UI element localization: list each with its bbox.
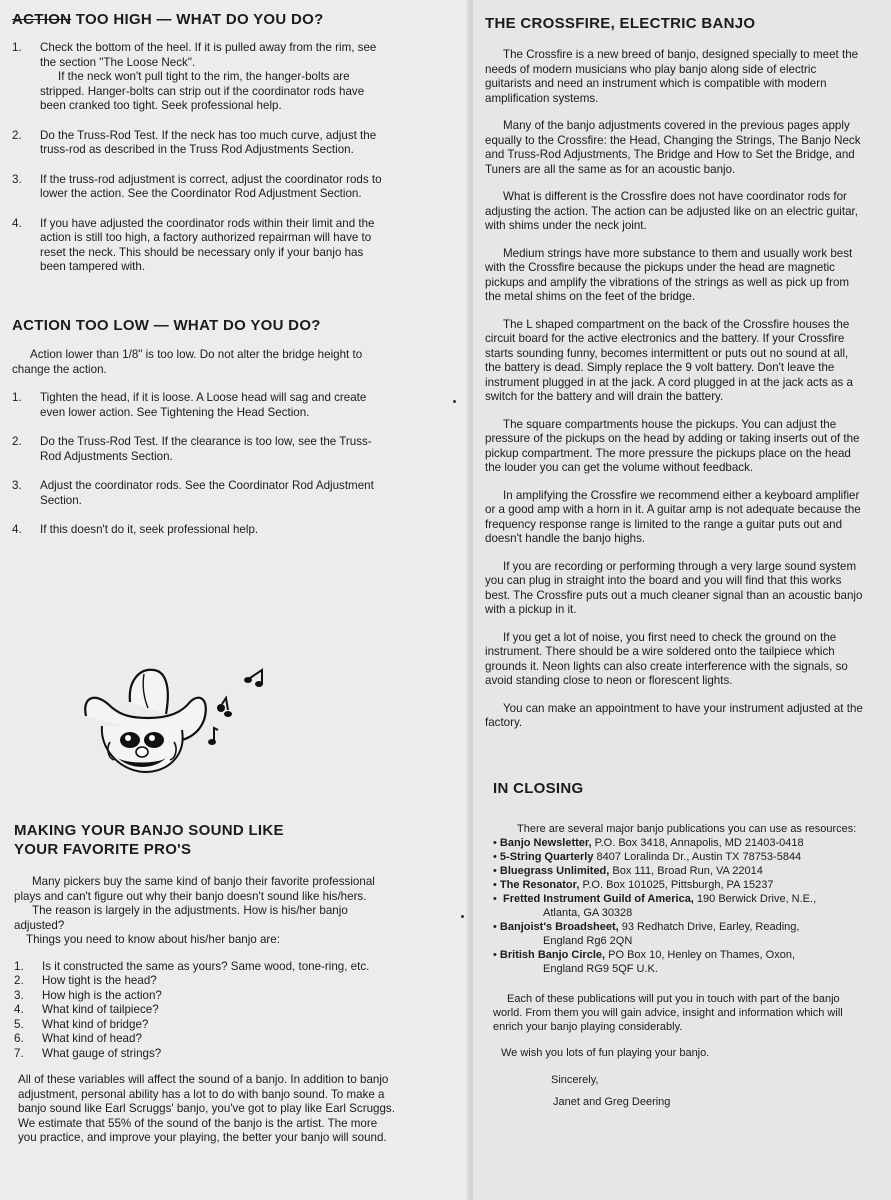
- pro-heading: MAKING YOUR BANJO SOUND LIKE YOUR FAVORITE PRO'S: [14, 822, 284, 858]
- resource-list: [493, 836, 863, 976]
- closing-wish: We wish you lots of fun playing your banjo.: [501, 1047, 710, 1059]
- crossfire-para: The L shaped compartment on the back of the Crossfire houses the circuit board for the active electronics and the battery. If your Crossfire starts sounding funny, becomes intermittent or puts out no sound at all, the battery is dead. Simply replace the 9 volt battery. Don't leave the instrument plugged in at the jack. A cord plugged in at the jack acts as a switch for the battery and will drain the battery.: [485, 317, 854, 403]
- list-item: 1. Tighten the head, if it is loose. A Loose head will sag and create even lower action. See Tightening the Head Section.: [12, 391, 367, 419]
- list-item: 2. Do the Truss-Rod Test. If the clearance is too low, see the Truss-Rod Adjustments Section.: [12, 435, 372, 463]
- list-item: 3. If the truss-rod adjustment is correct, adjust the coordinator rods to lower the action. See the Coordinator Rod Adjustment Section.: [12, 172, 382, 200]
- pro-para2: The reason is largely in the adjustments. How is his/her banjo adjusted?: [14, 904, 348, 932]
- list-item: 4. What kind of tailpiece?: [14, 1003, 159, 1016]
- crossfire-para: The square compartments house the pickups. You can adjust the pressure of the pickups on the head by adding or taking inserts out of the pickup compartment. The more pressure the pickups place on the head the louder you can get the volume without feedback.: [485, 417, 860, 474]
- list-item: 2. How tight is the head?: [14, 974, 157, 987]
- list-item: 4. If you have adjusted the coordinator rods within their limit and the action is still too high, a factory authorized repairman will have to reset the neck. This should be necessary only if your banjo has been tampered with.: [12, 216, 375, 273]
- too-high-heading-rest: TOO HIGH — WHAT DO YOU DO?: [71, 11, 324, 28]
- too-low-section: [12, 316, 392, 538]
- pro-closing-para: All of these variables will affect the sound of a banjo. In addition to banjo adjustment, personal ability has a lot to do with banjo sound. To make a banjo sound like Earl Scruggs' banjo, you've got to play like Earl Scruggs. We estimate that 55% of the sound of the banjo is the artist. The more you practice, and improve your playing, the better your banjo will sound.: [18, 1073, 395, 1144]
- too-high-heading: [12, 10, 392, 29]
- crossfire-para: If you are recording or performing through a very large sound system you can plug in straight into the board and you will find that this works best. The Crossfire puts out a much cleaner signal than an acoustic banjo with a pickup in it.: [485, 559, 863, 616]
- resource-item: • The Resonator, P.O. Box 101025, Pittsburgh, PA 15237: [493, 879, 774, 891]
- crossfire-heading: THE CROSSFIRE, ELECTRIC BANJO: [485, 15, 756, 32]
- list-item: 4. If this doesn't do it, seek professional help.: [12, 523, 259, 536]
- list-item: 3. Adjust the coordinator rods. See the Coordinator Rod Adjustment Section.: [12, 479, 374, 507]
- too-high-list: [12, 41, 392, 275]
- too-high-section: [12, 10, 392, 275]
- pro-section: [14, 821, 398, 1146]
- crossfire-para: In amplifying the Crossfire we recommend either a keyboard amplifier or a good amp with a horn in it. A guitar amp is not adequate because the frequency response range is limited to the range a guitar puts out and doesn't handle the banjo highs.: [485, 488, 861, 545]
- print-speck: [461, 915, 464, 918]
- pro-list: [14, 960, 398, 1062]
- list-item: 3. How high is the action?: [14, 988, 162, 1002]
- resource-item: • Banjoist's Broadsheet, 93 Redhatch Drive, Earley, Reading, England Rg6 2QN: [493, 921, 800, 947]
- crossfire-section: [485, 14, 865, 731]
- resource-item: • British Banjo Circle, PO Box 10, Henley on Thames, Oxon, England RG9 5QF U.K.: [493, 949, 796, 975]
- list-item: 1. Check the bottom of the heel. If it is pulled away from the rim, see the section "The Loose Neck". If the neck won't pull tight to the rim, the hanger-bolts are stripped. Hanger-bolts can strip out if the coordinator rods have been cranked too tight. Seek professional help.: [12, 41, 392, 114]
- signature: Janet and Greg Deering: [553, 1096, 671, 1108]
- closing-para: Each of these publications will put you in touch with part of the banjo world. From them you will gain advice, insight and information which will enrich your banjo playing considerably.: [493, 993, 843, 1033]
- list-item: 1. Is it constructed the same as yours? Same wood, tone-ring, etc.: [14, 959, 370, 973]
- closing-intro: There are several major banjo publications you can use as resources:: [517, 823, 857, 835]
- list-item: 2. Do the Truss-Rod Test. If the neck has too much curve, adjust the truss-rod as described in the Truss Rod Adjustments Section.: [12, 128, 377, 156]
- crossfire-body: [485, 48, 865, 731]
- too-high-heading-struck: ACTION: [12, 11, 72, 28]
- closing-section: [493, 779, 863, 1109]
- resource-item: • Bluegrass Unlimited, Box 111, Broad Run, VA 22014: [493, 865, 763, 877]
- resource-item: • Fretted Instrument Guild of America, 190 Berwick Drive, N.E., Atlanta, GA 30328: [493, 893, 817, 919]
- crossfire-para: What is different is the Crossfire does not have coordinator rods for adjusting the action. The action can be adjusted like on an electric guitar, with shims under the neck joint.: [485, 190, 858, 232]
- closing-heading: IN CLOSING: [493, 780, 584, 797]
- crossfire-para: The Crossfire is a new breed of banjo, designed specially to meet the needs of modern musicians who play banjo along side of electric guitarists and need an instrument which is compatible with modern amplification systems.: [485, 48, 859, 105]
- crossfire-para: You can make an appointment to have your instrument adjusted at the factory.: [485, 701, 863, 729]
- resource-item: • Banjo Newsletter, P.O. Box 3418, Annapolis, MD 21403-0418: [493, 837, 804, 849]
- music-notes-icon: [208, 670, 263, 745]
- too-low-intro: Action lower than 1/8" is too low. Do not alter the bridge height to change the action.: [12, 348, 363, 376]
- crossfire-para: Many of the banjo adjustments covered in the previous pages apply equally to the Crossfire: the Head, Changing the Strings, The Banjo Neck and Truss-Rod Adjustments, The Bridge and How to Set the Bridge, and Tuners are all the same as for an acoustic banjo.: [485, 119, 861, 176]
- print-speck: [453, 400, 456, 403]
- pro-para3: Things you need to know about his/her banjo are:: [26, 933, 280, 946]
- too-low-heading: ACTION TOO LOW — WHAT DO YOU DO?: [12, 317, 321, 334]
- too-low-list: [12, 391, 392, 538]
- list-item: 5. What kind of bridge?: [14, 1017, 149, 1031]
- signoff: Sincerely,: [551, 1074, 599, 1086]
- list-item: 6. What kind of head?: [14, 1032, 142, 1045]
- crossfire-para: Medium strings have more substance to them and usually work best with the Crossfire because the pickups under the head are magnetic pickups and amplify the vibrations of the strings as well as pick up from the metal shims on the feet of the bridge.: [485, 246, 853, 303]
- pro-para1: Many pickers buy the same kind of banjo their favorite professional plays and can't figure out why their banjo doesn't sound like his/hers.: [14, 875, 375, 903]
- cowboy-cartoon-illustration: [78, 658, 278, 788]
- resource-item: • 5-String Quarterly 8407 Loralinda Dr., Austin TX 78753-5844: [493, 851, 802, 863]
- list-item: 7. What gauge of strings?: [14, 1046, 162, 1060]
- right-page: [473, 0, 891, 1200]
- list-item-extra: If the neck won't pull tight to the rim, the hanger-bolts are stripped. Hanger-bolts can strip out if the coordinator rods have been cranked too tight. Seek professional help.: [40, 70, 365, 112]
- crossfire-para: If you get a lot of noise, you first need to check the ground on the instrument. There should be a wire soldered onto the tailpiece which grounds it. Neon lights can also create interference with the signals, so avoid standing close to neon or florescent lights.: [485, 630, 848, 687]
